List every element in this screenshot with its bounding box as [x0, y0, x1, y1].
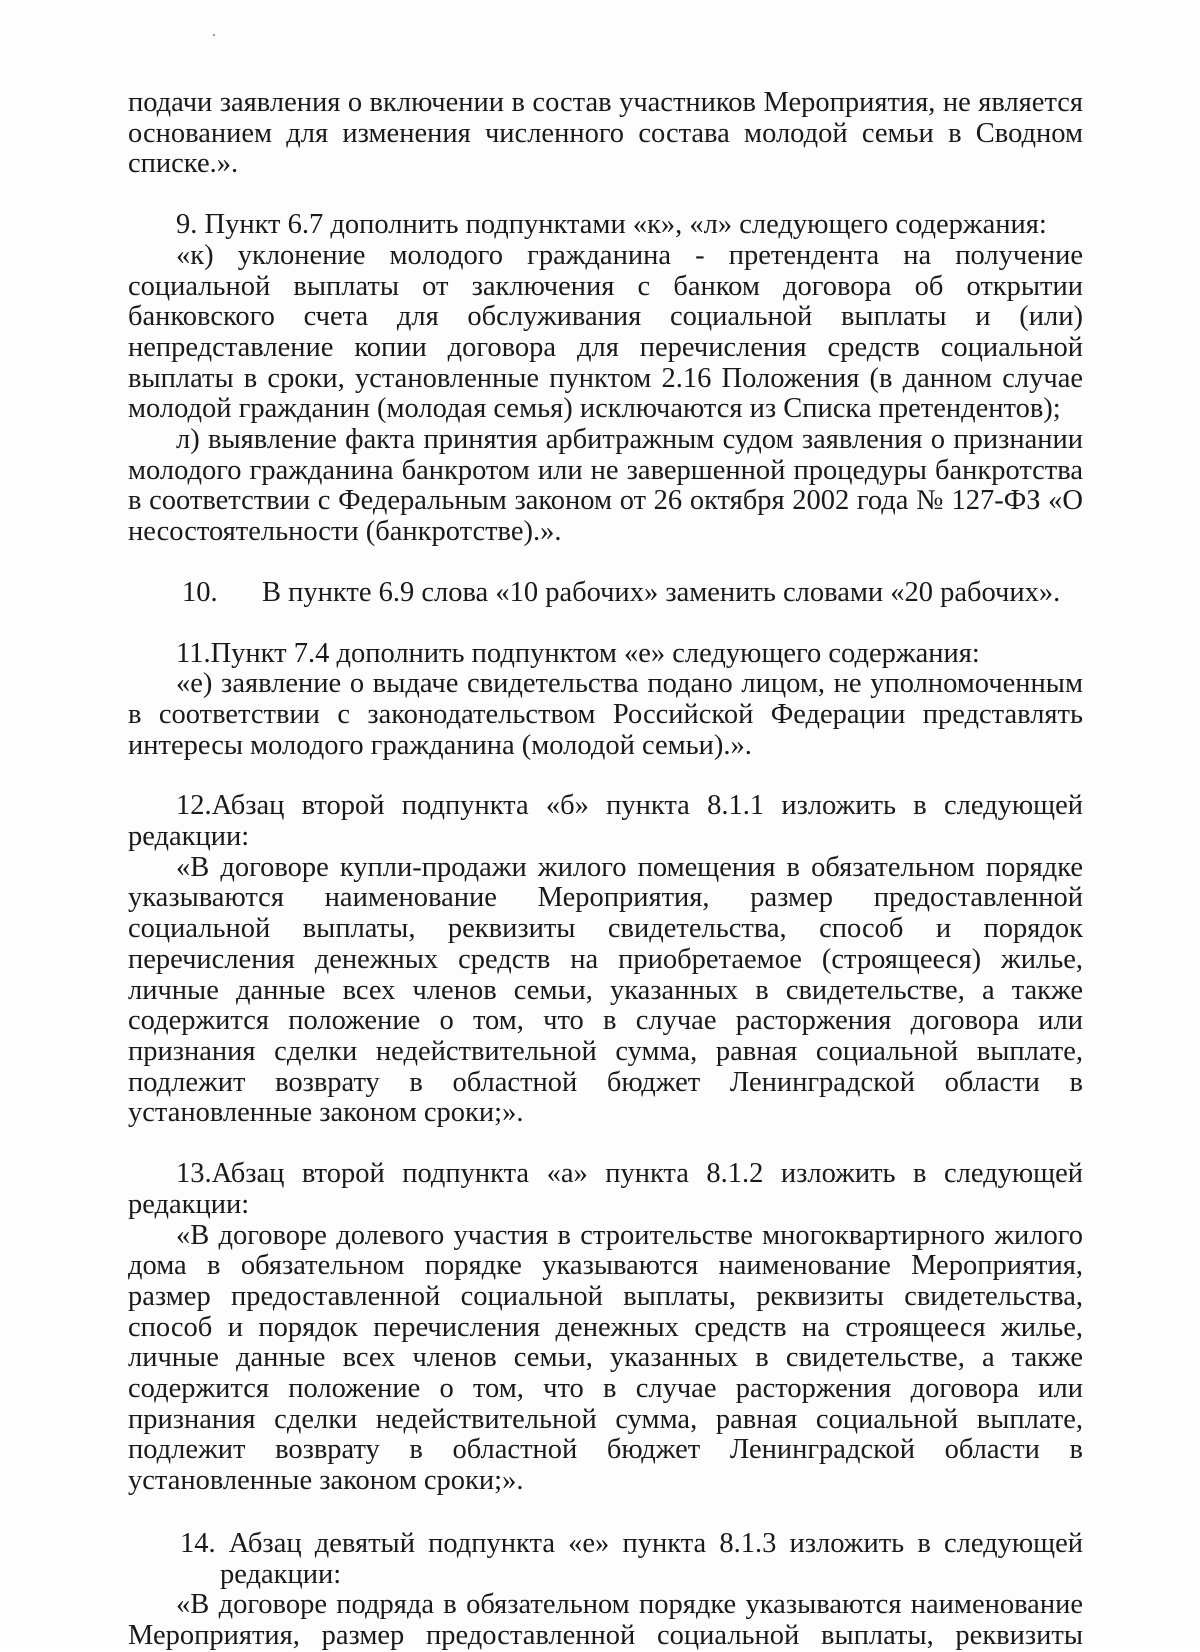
item-9-subitem-l: л) выявление факта принятия арбитражным судом заявления о признании молодого гражданина банкротом или не завершенной процедуры банкротства в соответствии с Федеральным законом от 26 октября 2002 года № 127-ФЗ «О несостоятельности (банкротстве).». — [128, 424, 1083, 548]
item-11-text: «е) заявление о выдаче свидетельства подано лицом, не уполномоченным в соответствии с законодательством Российской Федерации представлять интересы молодого гражданина (молодой семьи).». — [128, 668, 1083, 761]
item-10-text: В пункте 6.9 слова «10 рабочих» заменить словами «20 рабочих». — [262, 576, 1061, 608]
item-14-text: «В договоре подряда в обязательном порядке указываются наименование Мероприятия, размер предоставленной социальной выплаты, реквизиты — [128, 1589, 1083, 1651]
item-10-number: 10. — [182, 576, 218, 608]
item-13-text: «В договоре долевого участия в строительстве многоквартирного жилого дома в обязательном порядке указываются наименование Мероприятия, размер предоставленной социальной выплаты, реквизиты свидетельства, способ и порядок перечисления денежных средств на строящееся жилье, личные данные всех членов семьи, указанных в свидетельстве, а также содержится положение о том, что в случае расторжения договора или признания сделки недействительной сумма, равная социальной выплате, подлежит возврату в областной бюджет Ленинградской области в установленные законом сроки;». — [128, 1219, 1083, 1497]
document-body — [128, 88, 1083, 1652]
item-12-heading: 12.Абзац второй подпункта «б» пункта 8.1.1 изложить в следующей редакции: — [128, 790, 1083, 853]
item-11-heading: 11.Пункт 7.4 дополнить подпунктом «е» следующего содержания: — [176, 637, 980, 669]
scan-speck — [213, 34, 215, 36]
item-9-subitem-k: «к) уклонение молодого гражданина - претендента на получение социальной выплаты от заключения с банком договора об открытии банковского счета для обслуживания социальной выплаты и (или) непредставление копии договора для перечисления средств социальной выплаты в сроки, установленные пунктом 2.16 Положения (в данном случае молодой гражданин (молодая семья) исключаются из Списка претендентов); — [128, 239, 1083, 425]
item-13-heading: 13.Абзац второй подпункта «а» пункта 8.1.2 изложить в следующей редакции: — [128, 1158, 1083, 1220]
intro-paragraph: подачи заявления о включении в состав участников Мероприятия, не является основанием для изменения численного состава молодой семьи в Сводном списке.». — [128, 87, 1083, 180]
item-9-heading: 9. Пункт 6.7 дополнить подпунктами «к», «л» следующего содержания: — [176, 209, 1047, 241]
item-12-text: «В договоре купли-продажи жилого помещения в обязательном порядке указываются наименование Мероприятия, размер предоставленной социальной выплаты, реквизиты свидетельства, способ и порядок перечисления денежных средств на приобретаемое (строящееся) жилье, личные данные всех членов семьи, указанных в свидетельстве, а также содержится положение о том, что в случае расторжения договора или признания сделки недействительной сумма, равная социальной выплате, подлежит возврату в областной бюджет Ленинградской области в установленные законом сроки;». — [128, 851, 1083, 1129]
item-14-heading: 14. Абзац девятый подпункта «е» пункта 8.1.3 изложить в следующей редакции: — [180, 1527, 1083, 1590]
item-10-paragraph — [128, 578, 1083, 609]
